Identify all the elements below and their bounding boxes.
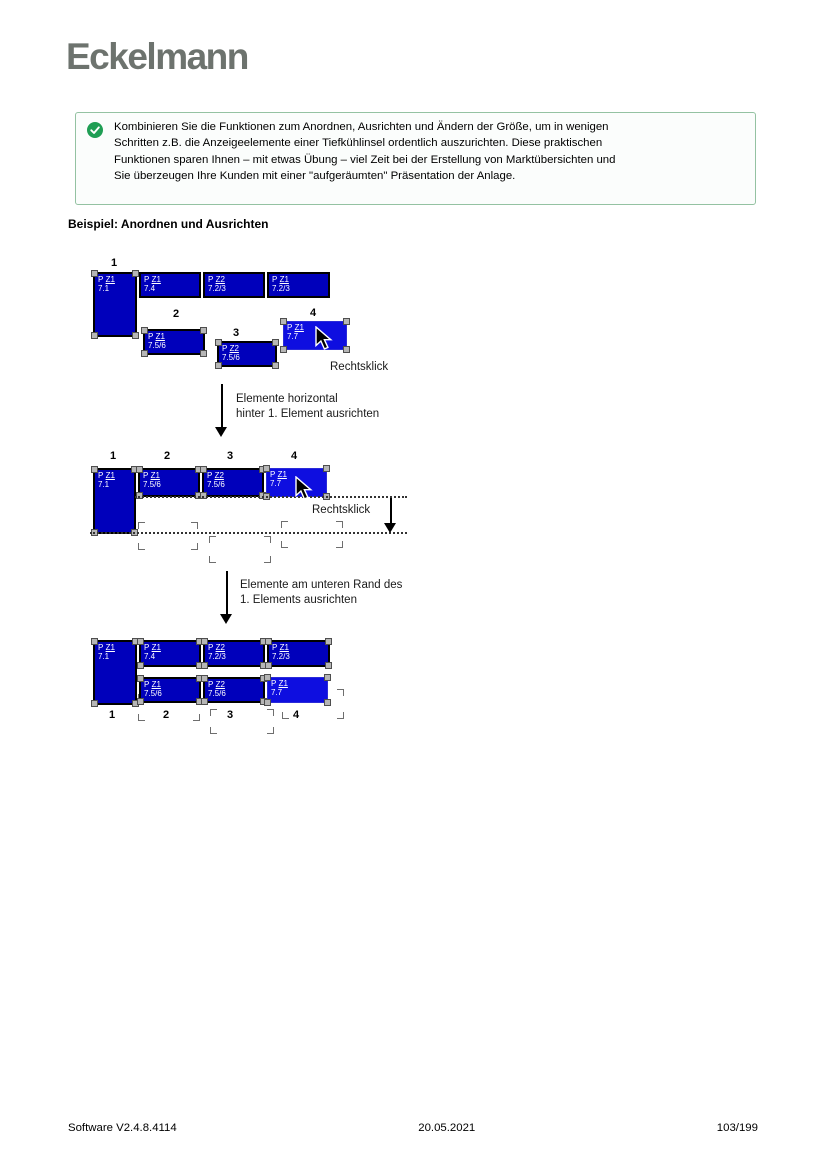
selection-handle	[263, 465, 270, 472]
selection-handle	[343, 346, 350, 353]
element-label: P Z1 7.7	[271, 679, 288, 697]
element-label: P Z1 7.4	[144, 275, 161, 293]
flow-arrow-head	[220, 614, 232, 624]
selection-handle	[137, 698, 144, 705]
footer-page-number: 103/199	[716, 1122, 758, 1134]
element-label: P Z1 7.5/6	[148, 332, 166, 350]
section-heading: Beispiel: Anordnen und Ausrichten	[68, 217, 269, 231]
selection-handle	[91, 466, 98, 473]
ghost-corner-mark	[267, 709, 274, 716]
selection-handle	[201, 698, 208, 705]
selection-handle	[141, 350, 148, 357]
selection-handle	[200, 350, 207, 357]
note-line: Funktionen sparen Ihnen – mit etwas Übung – viel Zeit bei der Erstellung von Marktübersichten und	[114, 153, 616, 166]
flow-arrow-head	[215, 427, 227, 437]
ghost-corner-mark	[267, 727, 274, 734]
display-element-box	[139, 272, 201, 298]
element-number-label: 1	[110, 257, 118, 269]
element-label: P Z1 7.7	[287, 323, 304, 341]
selection-handle	[215, 339, 222, 346]
element-label: P Z1 7.1	[98, 643, 115, 661]
ghost-outline	[209, 536, 271, 563]
element-label: P Z1 7.5/6	[144, 680, 162, 698]
element-label: P Z2 7.2/3	[208, 275, 226, 293]
display-element-box	[203, 640, 265, 667]
footer-date: 20.05.2021	[418, 1122, 476, 1134]
ghost-corner-mark	[264, 536, 271, 543]
display-element-box	[93, 468, 136, 534]
selection-handle	[280, 318, 287, 325]
display-element-box	[93, 272, 137, 337]
element-label: P Z2 7.5/6	[222, 344, 240, 362]
flow-arrow-label-line: Elemente horizontal	[236, 393, 338, 405]
element-label: P Z1 7.4	[144, 643, 161, 661]
selection-handle	[136, 466, 143, 473]
element-number-label: 1	[108, 709, 116, 721]
selection-handle	[91, 270, 98, 277]
ghost-corner-mark	[191, 543, 198, 550]
selection-handle	[132, 332, 139, 339]
ghost-corner-mark	[191, 522, 198, 529]
element-label: P Z1 7.2/3	[272, 275, 290, 293]
selection-handle	[91, 700, 98, 707]
ghost-corner-mark	[138, 714, 145, 721]
element-number-label: 2	[172, 308, 180, 320]
ghost-corner-mark	[209, 556, 216, 563]
element-number-label: 4	[309, 307, 317, 319]
selection-handle	[324, 674, 331, 681]
display-element-box	[267, 640, 330, 667]
display-element-box	[138, 468, 200, 497]
element-label: P Z2 7.5/6	[208, 680, 226, 698]
selection-handle	[265, 662, 272, 669]
selection-handle	[141, 327, 148, 334]
ghost-outline	[210, 709, 274, 734]
element-number-label: 3	[226, 709, 234, 721]
element-number-label: 2	[163, 450, 171, 462]
selection-handle	[272, 362, 279, 369]
element-label: P Z2 7.5/6	[207, 471, 225, 489]
selection-handle	[325, 638, 332, 645]
selection-handle	[272, 339, 279, 346]
selection-handle	[215, 362, 222, 369]
selection-handle	[201, 662, 208, 669]
selection-handle	[324, 699, 331, 706]
element-number-label: 4	[290, 450, 298, 462]
flow-arrow-label-line: 1. Elements ausrichten	[240, 593, 357, 606]
note-line: Kombinieren Sie die Funktionen zum Anordnen, Ausrichten und Ändern der Größe, um in wenigen	[114, 121, 609, 133]
flow-arrow-label-line: Elemente am unteren Rand des	[240, 579, 403, 591]
ghost-outline	[281, 521, 343, 548]
selection-handle	[137, 662, 144, 669]
selection-handle	[91, 638, 98, 645]
display-element-box	[202, 468, 264, 497]
element-label: P Z1 7.1	[98, 471, 115, 489]
display-element-box	[217, 341, 277, 367]
ghost-corner-mark	[281, 521, 288, 528]
ghost-corner-mark	[337, 712, 344, 719]
selection-handle	[201, 675, 208, 682]
selection-handle	[264, 699, 271, 706]
selection-handle	[132, 270, 139, 277]
ghost-corner-mark	[282, 712, 289, 719]
alignment-dotted-line	[135, 496, 407, 498]
element-number-label: 3	[226, 450, 234, 462]
selection-handle	[265, 638, 272, 645]
display-element-box	[93, 640, 137, 705]
ghost-corner-mark	[337, 689, 344, 696]
selection-handle	[91, 332, 98, 339]
display-element-box	[139, 677, 201, 703]
ghost-corner-mark	[210, 727, 217, 734]
ghost-corner-mark	[336, 521, 343, 528]
flow-arrow-label	[236, 392, 379, 421]
footer-software-version: Software V2.4.8.4114	[68, 1122, 177, 1134]
selection-handle	[343, 318, 350, 325]
selection-handle	[264, 674, 271, 681]
display-element-box	[139, 640, 201, 667]
ghost-corner-mark	[281, 541, 288, 548]
selection-handle	[137, 638, 144, 645]
element-label: P Z1 7.2/3	[272, 643, 290, 661]
note-line: Sie überzeugen Ihre Kunden mit einer "aufgeräumten" Präsentation der Anlage.	[114, 169, 516, 182]
selection-handle	[200, 327, 207, 334]
flow-arrow-label-line: hinter 1. Element ausrichten	[236, 407, 380, 420]
eckelmann-logo: Eckelmann	[66, 36, 248, 77]
display-element-box	[203, 272, 265, 298]
ghost-corner-mark	[138, 522, 145, 529]
alignment-dotted-line	[90, 532, 407, 534]
ghost-corner-mark	[138, 543, 145, 550]
selection-handle	[323, 465, 330, 472]
cursor-icon	[295, 476, 317, 503]
display-element-box	[203, 677, 265, 703]
display-element-box	[267, 677, 328, 703]
selection-handle	[137, 675, 144, 682]
selection-handle	[325, 662, 332, 669]
element-label: P Z1 7.5/6	[143, 471, 161, 489]
element-label: P Z1 7.7	[270, 470, 287, 488]
display-element-box	[143, 329, 205, 355]
element-label: P Z1 7.1	[98, 275, 115, 293]
ghost-corner-mark	[210, 709, 217, 716]
flow-arrow	[221, 384, 223, 428]
ghost-corner-mark	[336, 541, 343, 548]
element-number-label: 4	[292, 709, 300, 721]
element-label: P Z2 7.2/3	[208, 643, 226, 661]
ghost-outline	[138, 522, 198, 550]
ghost-corner-mark	[209, 536, 216, 543]
element-number-label: 1	[109, 450, 117, 462]
element-number-label: 2	[162, 709, 170, 721]
flow-arrow	[226, 571, 228, 615]
flow-arrow-label	[240, 578, 402, 607]
offset-arrow	[390, 498, 392, 524]
cursor-icon	[315, 326, 337, 353]
element-number-label: 3	[232, 327, 240, 339]
selection-handle	[200, 466, 207, 473]
ghost-corner-mark	[264, 556, 271, 563]
ghost-corner-mark	[193, 714, 200, 721]
selection-handle	[201, 638, 208, 645]
offset-arrow-head	[384, 523, 396, 533]
note-line: Schritten z.B. die Anzeigeelemente einer Tiefkühlinsel ordentlich auszurichten. Diese praktischen	[114, 137, 603, 150]
rechtsklick-label: Rechtsklick	[330, 361, 389, 373]
page-footer	[68, 1122, 758, 1134]
rechtsklick-label: Rechtsklick	[312, 504, 371, 516]
display-element-box	[267, 272, 330, 298]
selection-handle	[280, 346, 287, 353]
